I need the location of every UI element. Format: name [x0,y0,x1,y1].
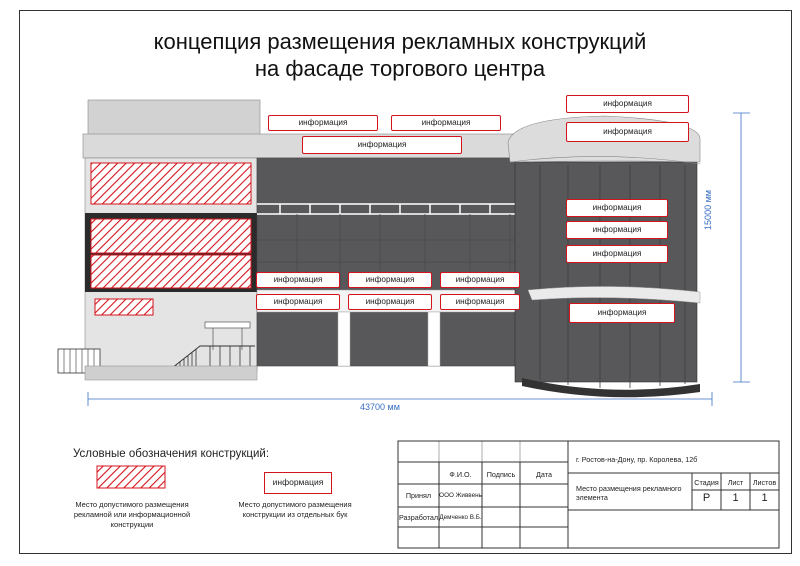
legend-item2-caption: Место допустимого размещения конструкции из отдельных бук [238,500,352,519]
rooftop-block [88,100,260,136]
ad-zone-hatched [91,255,251,288]
plinth [85,366,257,380]
stamp-col-date: Дата [536,470,552,479]
stamp-col-fio: Ф.И.О. [449,470,472,479]
stamp-address: г. Ростов-на-Дону, пр. Королева, 12б [576,455,698,464]
legend-letter-sign-sample: информация [264,472,332,494]
sign-info-box: информация [302,136,462,154]
stamp-h-stage: Стадия [694,478,719,487]
title-line-2: на фасаде торгового центра [254,56,546,81]
stamp-row2-name: Демченко В.Б. [439,514,482,521]
sign-info-box: информация [566,122,689,142]
stamp-subject: Место размещения рекламного элемента [576,484,682,502]
sign-info-box: информация [268,115,378,131]
dimension-height-label: 15000 мм [703,190,713,230]
ad-zone-hatched [91,219,251,253]
dimension-width-label: 43700 мм [360,402,400,412]
stamp-v-sheets: 1 [761,492,768,504]
ad-zone-hatched [95,299,153,315]
entrance-canopy [205,322,250,328]
stamp-h-sheets: Листов [752,478,777,487]
stamp-v-sheet: 1 [732,492,739,504]
legend-title: Условные обозначения конструкций: [73,448,270,460]
sign-info-box: информация [566,221,668,239]
stamp-h-sheet: Лист [727,478,744,487]
stamp-v-stage: Р [702,492,711,504]
sign-info-box: информация [440,272,520,288]
sign-info-box: информация [566,245,668,263]
sign-info-box: информация [440,294,520,310]
title-line-1: концепция размещения рекламных конструкций [153,29,647,54]
sign-info-box: информация [256,294,340,310]
sign-info-box: информация [566,199,668,217]
sign-info-box: информация [569,303,675,323]
sign-info-box: информация [256,272,340,288]
stamp-row2-role: Разработал [398,513,439,522]
legend-hatched-swatch [97,466,165,488]
ad-zone-hatched [91,163,251,204]
stamp-row1-name: ООО Живвень [439,492,482,499]
stamp-col-sign: Подпись [486,470,516,479]
legend-item1-caption: Место допустимого размещения рекламной или информационной конструкции [73,500,191,529]
sign-info-box: информация [566,95,689,113]
sign-info-box: информация [348,294,432,310]
round-tower [515,162,697,382]
stamp-row1-role: Принял [405,491,432,500]
sign-info-box: информация [348,272,432,288]
sign-info-box: информация [391,115,501,131]
dimension-height [733,113,750,382]
